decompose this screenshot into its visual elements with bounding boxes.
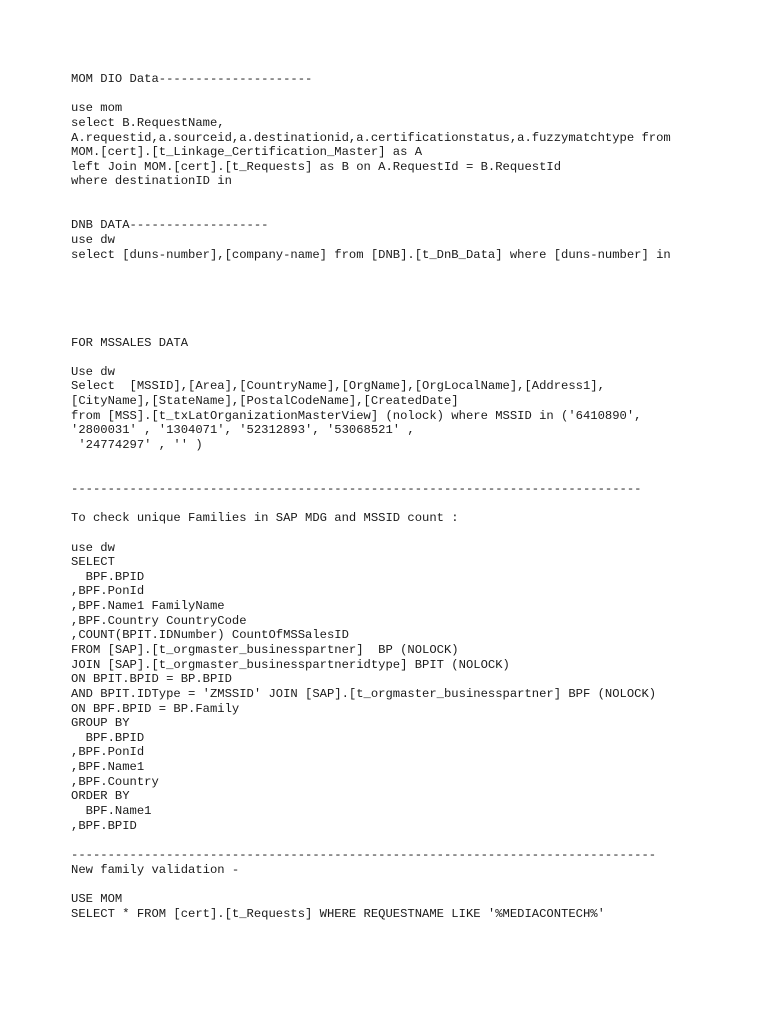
text-line: from [MSS].[t_txLatOrganizationMasterView] (nolock) where MSSID in ('6410890',: [71, 408, 642, 423]
text-line: ON BPIT.BPID = BP.BPID: [71, 672, 232, 687]
text-line: ,BPF.BPID: [71, 818, 137, 833]
text-line: SELECT: [71, 555, 115, 570]
text-line: use mom: [71, 101, 123, 116]
text-line: GROUP BY: [71, 716, 130, 731]
text-line: ------------------------------------------------------------------------------: [71, 481, 642, 496]
text-line: select [duns-number],[company-name] from [DNB].[t_DnB_Data] where [duns-number] in: [71, 247, 671, 262]
text-line: BPF.BPID: [71, 730, 145, 745]
text-line: use dw: [71, 233, 115, 248]
text-line: [71, 204, 761, 219]
text-line: [71, 306, 761, 321]
text-line: To check unique Families in SAP MDG and MSSID count :: [71, 511, 459, 526]
text-line: A.requestid,a.sourceid,a.destinationid,a.certificationstatus,a.fuzzymatchtype from: [71, 130, 671, 145]
text-line: FROM [SAP].[t_orgmaster_businesspartner] BP (NOLOCK): [71, 642, 459, 657]
text-line: MOM DIO Data---------------------: [71, 72, 313, 86]
text-line: ON BPF.BPID = BP.Family: [71, 701, 240, 716]
text-line: FOR MSSALES DATA: [71, 335, 189, 350]
text-line: ,BPF.Country: [71, 774, 159, 789]
text-line: [71, 833, 761, 848]
text-line: [71, 277, 761, 292]
text-line: [71, 321, 761, 336]
text-line: [71, 292, 761, 307]
text-line: MOM.[cert].[t_Linkage_Certification_Master] as A: [71, 145, 423, 160]
text-line: use dw: [71, 540, 115, 555]
text-line: [71, 350, 761, 365]
text-line: [71, 87, 761, 102]
text-line: [71, 497, 761, 512]
text-line: BPF.Name1: [71, 804, 152, 819]
text-line: DNB DATA-------------------: [71, 218, 269, 233]
text-line: JOIN [SAP].[t_orgmaster_businesspartneridtype] BPIT (NOLOCK): [71, 657, 510, 672]
text-line: ,BPF.PonId: [71, 584, 145, 599]
text-line: [71, 467, 761, 482]
text-line: SELECT * FROM [cert].[t_Requests] WHERE REQUESTNAME LIKE '%MEDIACONTECH%': [71, 906, 605, 921]
text-line: New family validation -: [71, 862, 240, 877]
text-line: [71, 189, 761, 204]
text-line: BPF.BPID: [71, 569, 145, 584]
text-line: [71, 262, 761, 277]
text-line: '24774297' , '' ): [71, 438, 203, 453]
text-line: select B.RequestName,: [71, 115, 225, 130]
document-body: [71, 72, 761, 921]
text-line: --------------------------------------------------------------------------------: [71, 847, 657, 862]
text-line: ,BPF.Name1 FamilyName: [71, 599, 225, 614]
text-line: [71, 453, 761, 468]
text-line: left Join MOM.[cert].[t_Requests] as B on A.RequestId = B.RequestId: [71, 159, 562, 174]
text-line: Use dw: [71, 364, 115, 379]
text-line: [CityName],[StateName],[PostalCodeName],[CreatedDate]: [71, 394, 459, 409]
text-line: ,BPF.Country CountryCode: [71, 613, 247, 628]
text-line: [71, 526, 761, 541]
text-line: ,BPF.Name1: [71, 760, 145, 775]
text-line: ORDER BY: [71, 789, 130, 804]
text-line: AND BPIT.IDType = 'ZMSSID' JOIN [SAP].[t_orgmaster_businesspartner] BPF (NOLOCK): [71, 686, 657, 701]
text-line: [71, 877, 761, 892]
text-line: Select [MSSID],[Area],[CountryName],[OrgName],[OrgLocalName],[Address1],: [71, 379, 605, 394]
text-line: '2800031' , '1304071', '52312893', '53068521' ,: [71, 423, 415, 438]
text-line: ,BPF.PonId: [71, 745, 145, 760]
text-line: ,COUNT(BPIT.IDNumber) CountOfMSSalesID: [71, 628, 349, 643]
text-line: USE MOM: [71, 891, 123, 906]
text-line: where destinationID in: [71, 174, 232, 189]
